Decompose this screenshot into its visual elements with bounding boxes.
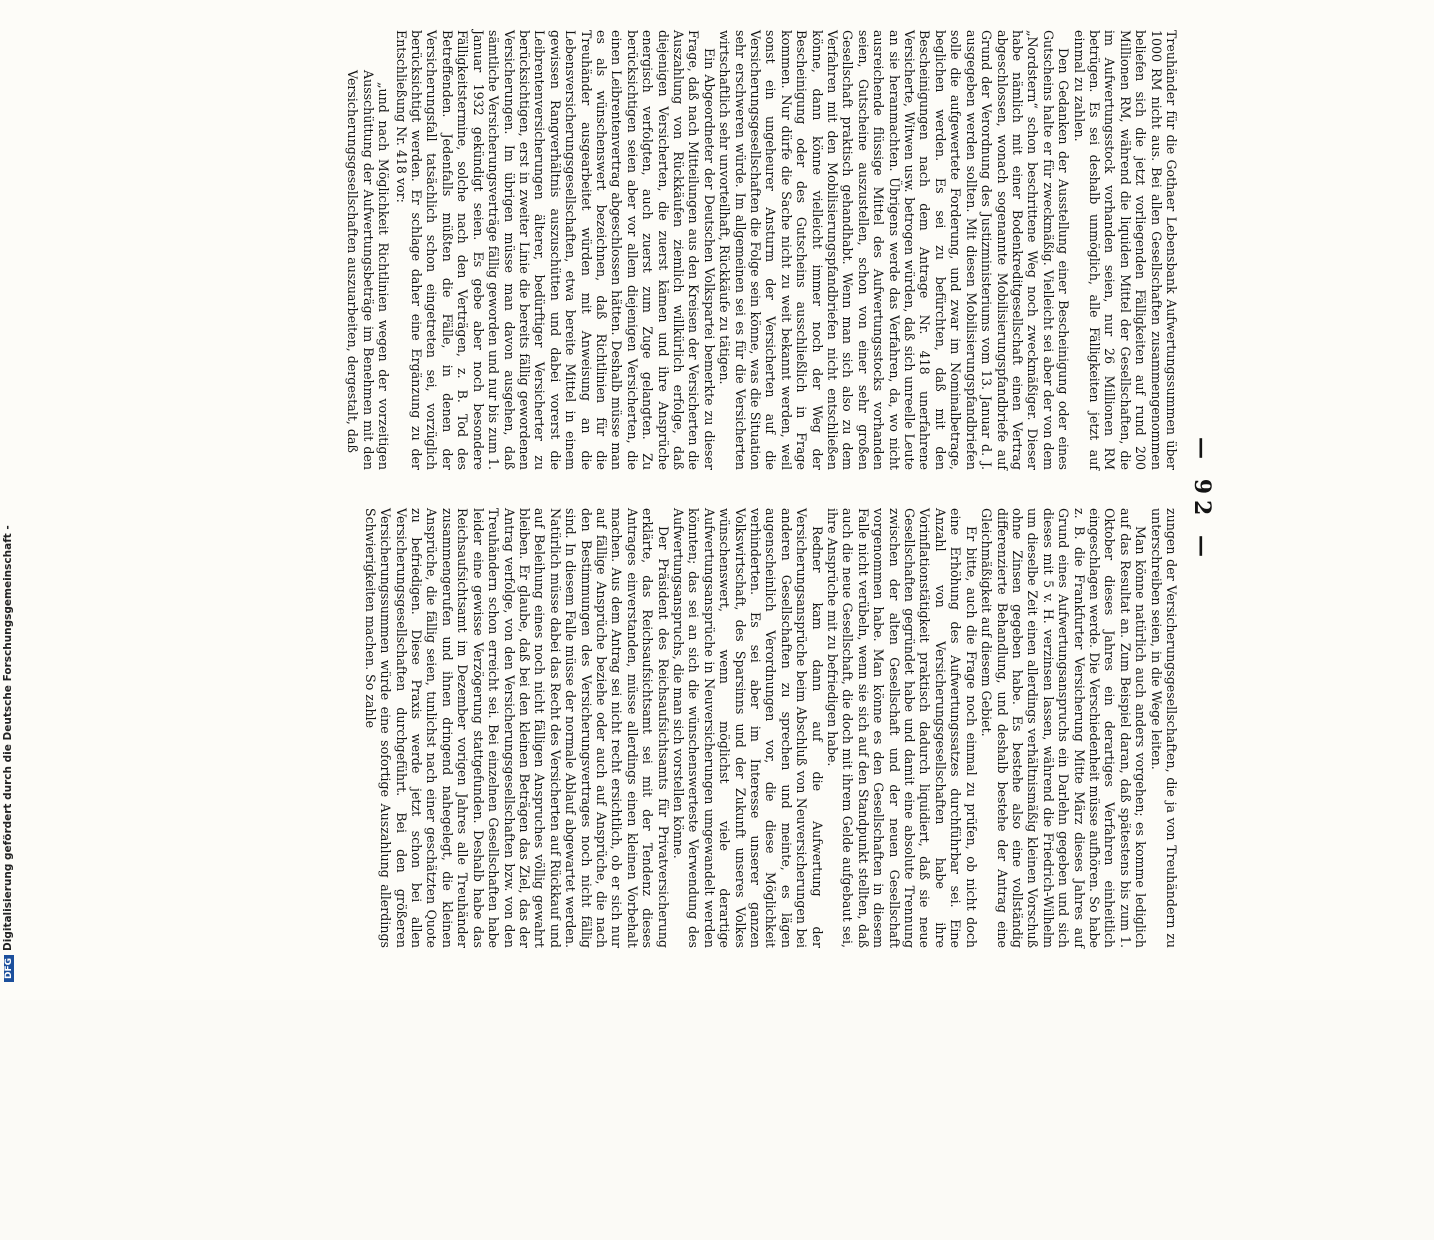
paragraph: Ein Abgeordneter der Deutschen Volkspartei bemerkte zu dieser Frage, daß nach Mitteilungen aus den Kreisen der Versicherten die Auszahlung von Rückkäufen ziemlich willkürlich erfolge, daß diejenigen Versicherten, die zuerst kämen und ihre Ansprüche energisch verfolgten, auch zuerst zum Zuge gelangten. Zu berücksichtigen seien aber vor allem diejenigen Versicherten, die einen Leibrentenvertrag abgeschlossen hätten. Deshalb müsse man es als wünschenswert bezeichnen, daß Richtlinien für die Treuhänder ausgearbeitet würden mit Anweisung an die Lebensversicherungsgesellschaften, etwa bereite Mittel in einem gewissen Rangverhältnis auszuschütten und dabei vorerst die Leibrentenversicherungen älterer, bedürftiger Versicherter zu berücksichtigen, erst in zweiter Linie die bereits fällig gewordenen Versicherungen. Im übrigen müsse man davon ausgehen, daß sämtliche Versicherungsverträge fällig geworden und nur bis zum 1. Januar 1932 gekündigt seien. Es gebe aber noch besondere Fälligkeitstermine, solche nach den Verträgen, z. B. Tod des Betreffenden. Jedenfalls müßten die Fälle, in denen der Versicherungsfall tatsächlich schon eingetreten sei, vorzüglich berücksichtigt werden. Er schlage daher eine Ergänzung zu der Entschließung Nr. 418 vor: — [393, 30, 717, 470]
column-left — [345, 30, 1179, 470]
paragraph: Man könne natürlich auch anders vorgehen; es komme lediglich auf das Resultat an. Zum Beispiel daran, daß spätestens bis zum 1. Oktober dieses Jahres ein derartiges Verfahren einheitlich eingeschlagen werde. Die Verschiedenheit müsse aufhören. So habe z. B. die Frankfurter Versicherung Mitte März dieses Jahres auf Grund eines Aufwertungsanspruchs ein Darlehn gegeben und sich dieses mit 5 v. H. verzinsen lassen, während die Friedrich-Wilhelm um dieselbe Zeit einen allerdings verhältnismäßig kleinen Vorschuß ohne Zinsen gegeben habe. Es bestehe also eine vollständig differenzierte Behandlung, und deshalb bestehe der Antrag eine Gleichmäßigkeit auf diesem Gebiet. — [979, 508, 1149, 948]
digitization-footer — [2, 4, 16, 994]
paragraph: zungen der Versicherungsgesellschaften, die ja von Treuhändern zu unterschreiben seien, in die Wege leiten. — [1148, 508, 1179, 948]
footer-text-line — [2, 525, 14, 982]
rotated-text-block — [145, 30, 1215, 1240]
page-content — [275, 30, 1215, 1240]
paragraph: Er bitte, auch die Frage noch einmal zu prüfen, ob nicht doch eine Erhöhung des Aufwertungssatzes durchführbar sei. Eine Anzahl von Versicherungsgesellschaften habe ihre Vorinflationstätigkeit praktisch dadurch liquidiert, daß sie neue Gesellschaften gegründet habe und damit eine absolute Trennung zwischen der alten Gesellschaft und der neuen Gesellschaft vorgenommen habe. Man könne es den Gesellschaften in diesem Falle nicht verübeln, wenn sie sich auf den Standpunkt stellten, daß auch die neue Gesellschaft, die doch mit ihrem Gelde aufgebaut sei, ihre Ansprüche mit zu befriedigen habe. — [825, 508, 979, 948]
paragraph: Redner kam dann auf die Aufwertung der Versicherungsansprüche beim Abschluß von Neuversicherungen bei anderen Gesellschaften zu sprechen und meinte, es lägen augenscheinlich Verordnungen vor, die diese Möglichkeit verhinderten. Es sei aber im Interesse unserer ganzen Volkswirtschaft, des Sparsinns und der Zukunft unseres Volkes wünschenswert, wenn möglichst viele derartige Aufwertungsansprüche in Neuversicherungen umgewandelt werden könnten; das sei an sich die wünschenswerteste Verwendung des Aufwertungsanspruchs, die man sich vorstellen könne. — [671, 508, 825, 948]
paragraph: Treuhänder für die Gothaer Lebensbank Aufwertungssummen über 1000 RM nicht aus. Bei allen Gesellschaften zusammengenommen beliefen sich die jetzt vorliegenden Fälligkeiten auf rund 200 Millionen RM, während die liquiden Mittel der Gesellschaften, die im Aufwertungsstock vorhanden seien, nur 26 Millionen RM betrügen. Es sei deshalb unmöglich, alle Fälligkeiten jetzt auf einmal zu zahlen. — [1071, 30, 1179, 470]
page-number: — 92 — — [1189, 437, 1215, 563]
paragraph: Der Präsident des Reichsaufsichtsamts für Privatversicherung erklärte, das Reichsaufsichtsamt sei mit der Tendenz dieses Antrages einverstanden, müsse allerdings einen kleinen Vorbehalt machen. Aus dem Antrag sei nicht recht ersichtlich, ob er sich nur auf fällige Ansprüche beziehe oder auch auf Ansprüche, die nach den Bestimmungen des Versicherungsvertrages noch nicht fällig sind. In diesem Falle müsse der normale Ablauf abgewartet werden. Natürlich müsse dabei das Recht des Versicherten auf Rückkauf und auf Beleihung eines noch nicht fälligen Anspruches völlig gewahrt bleiben. Er glaube, daß bei den kleinen Beträgen das Ziel, das der Antrag verfolge, von den Versicherungsgesellschaften bzw. von den Treuhändern schon erreicht sei. Bei einzelnen Gesellschaften habe leider eine gewisse Verzögerung stattgefunden. Deshalb habe das Reichsaufsichtsamt im Dezember vorigen Jahres alle Treuhänder zusammengerufen und ihnen dringend nahegelegt, die kleinen Ansprüche, die fällig seien, tunlichst nach einer geschätzten Quote zu befriedigen. Diese Praxis werde jetzt schon bei allen Versicherungsgesellschaften durchgeführt. Bei den größeren Versicherungssummen würde eine sofortige Auszahlung allerdings Schwierigkeiten machen. So zahle — [362, 508, 671, 948]
quotation: „und nach Möglichkeit Richtlinien wegen der vorzeitigen Ausschüttung der Aufwertungsbeträge im Benehmen mit den Versicherungsgesellschaften auszuarbeiten, dergestalt, daß — [345, 70, 392, 470]
dfg-logo: DFG — [4, 955, 14, 982]
paragraph: Den Gedanken der Ausstellung einer Bescheinigung oder eines Gutscheins halte er für zweckmäßig. Vielleicht sei aber der von dem „Nordstern“ schon beschrittene Weg noch zweckmäßiger. Dieser habe nämlich mit einer Bodenkreditgesellschaft einen Vertrag abgeschlossen, wonach sogenannte Mobilisierungspfandbriefe auf Grund der Verordnung des Justizministeriums vom 13. Januar d. J. ausgegeben werden sollten. Mit diesen Mobilisierungspfandbriefen solle die aufgewertete Forderung, und zwar im Nominalbetrage, beglichen werden. Es sei zu befürchten, daß mit den Bescheinigungen nach dem Antrage Nr. 418 unerfahrene Versicherte, Witwen usw. betrogen würden, daß sich unreelle Leute an sie heranmachten. Übrigens werde das Verfahren, da, wo nicht ausreichende flüssige Mittel des Aufwertungsstocks vorhanden seien, Gutscheine auszustellen, schon von einer sehr großen Gesellschaft praktisch gehandhabt. Wenn man sich also zu dem Verfahren mit den Mobilisierungspfandbriefen nicht entschließen könne, dann könne vielleicht immer noch der Weg der Bescheinigung oder des Gutscheins ausschließlich in Frage kommen. Nur dürfe die Sache nicht zu weit bekannt werden, weil sonst ein ungeheurer Ansturm der Versicherten auf die Versicherungsgesellschaften die Folge sein könne, was die Situation sehr erschweren würde. Im allgemeinen sei es für die Versicherten wirtschaftlich sehr unvorteilhaft, Rückkäufe zu tätigen. — [717, 30, 1072, 470]
footer-label: Digitalisierung gefördert durch die Deutsche Forschungsgemeinschaft - — [2, 525, 14, 951]
column-right — [362, 508, 1179, 948]
